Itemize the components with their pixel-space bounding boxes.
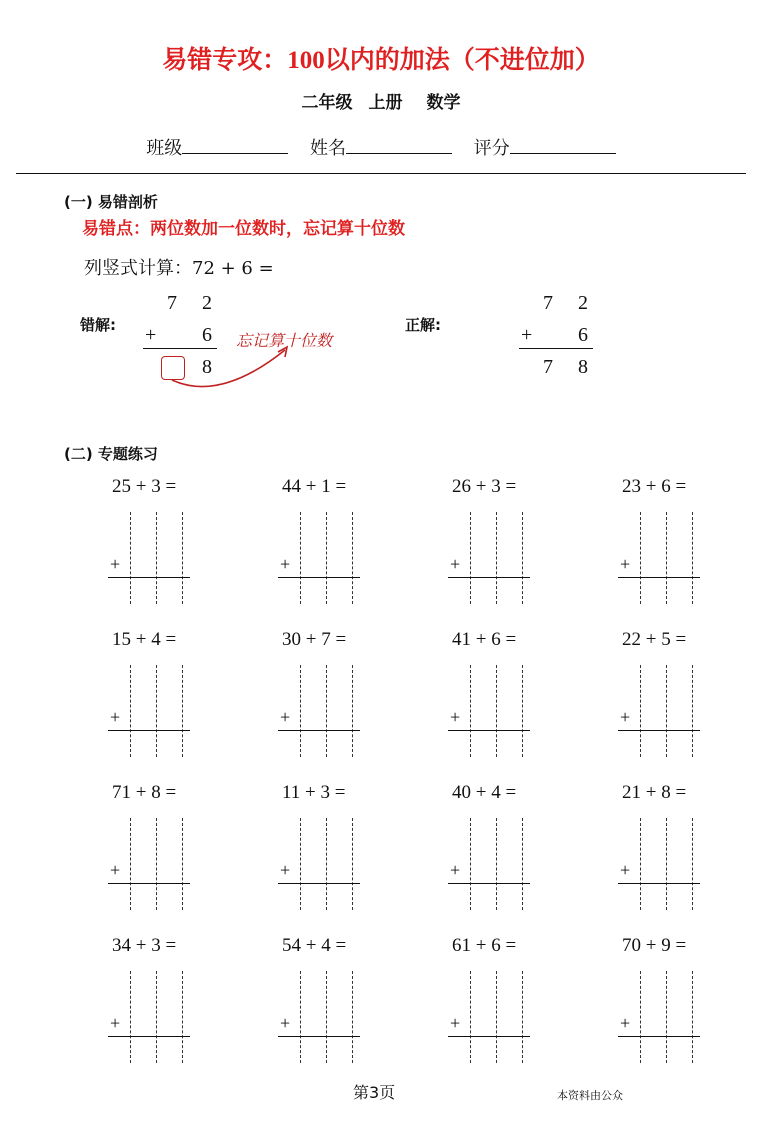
plus-sign: +: [620, 1013, 631, 1033]
plus-sign: +: [450, 554, 461, 574]
plus-sign: +: [620, 860, 631, 880]
problem-text: 40 + 4 =: [452, 782, 517, 803]
problem-text: 26 + 3 =: [452, 476, 517, 497]
answer-area[interactable]: [298, 969, 358, 1065]
answer-area[interactable]: [638, 510, 698, 606]
answer-area[interactable]: [298, 663, 358, 759]
problem-text: 34 + 3 =: [112, 935, 177, 956]
answer-area[interactable]: [298, 816, 358, 912]
digit: 6: [202, 324, 212, 346]
digit: 7: [543, 292, 553, 314]
problem-text: 30 + 7 =: [282, 629, 347, 650]
name-label: 姓名: [310, 138, 346, 159]
answer-area[interactable]: [638, 969, 698, 1065]
subtitle: [0, 88, 762, 113]
answer-area[interactable]: [468, 969, 528, 1065]
answer-area[interactable]: [638, 816, 698, 912]
digit: 2: [202, 292, 212, 314]
problem-text: 54 + 4 =: [282, 935, 347, 956]
problem-text: 21 + 8 =: [622, 782, 687, 803]
digit: 6: [578, 324, 588, 346]
answer-area[interactable]: [468, 816, 528, 912]
name-blank[interactable]: [346, 137, 452, 154]
answer-area[interactable]: [298, 510, 358, 606]
plus-sign: +: [110, 554, 121, 574]
problem-text: 61 + 6 =: [452, 935, 517, 956]
answer-area[interactable]: [128, 969, 188, 1065]
plus-sign: +: [521, 324, 533, 346]
section1-heading: (一) 易错剖析: [64, 193, 158, 211]
class-label: 班级: [146, 138, 183, 159]
digit: 7: [543, 356, 553, 378]
plus-sign: +: [110, 707, 121, 727]
page-number: 第3页: [353, 1083, 396, 1102]
plus-sign: +: [280, 554, 291, 574]
plus-sign: +: [280, 1013, 291, 1033]
problem-text: 44 + 1 =: [282, 476, 347, 497]
plus-sign: +: [145, 324, 157, 346]
answer-area[interactable]: [128, 510, 188, 606]
plus-sign: +: [110, 860, 121, 880]
task-text: 列竖式计算：72 + 6 =: [84, 258, 274, 279]
digit: 2: [578, 292, 588, 314]
right-label: 正解:: [405, 316, 441, 334]
sum-line: [519, 348, 593, 349]
problem-text: 71 + 8 =: [112, 782, 177, 803]
problem-text: 15 + 4 =: [112, 629, 177, 650]
answer-area[interactable]: [128, 663, 188, 759]
annotation: 忘记算十位数: [236, 331, 333, 350]
score-blank[interactable]: [510, 137, 616, 154]
grade: 二年级: [301, 93, 353, 113]
digit: 7: [167, 292, 177, 314]
plus-sign: +: [280, 707, 291, 727]
volume: 上册: [368, 93, 403, 113]
answer-area[interactable]: [468, 510, 528, 606]
error-point: 易错点：两位数加一位数时，忘记算十位数: [82, 219, 405, 239]
answer-area[interactable]: [128, 816, 188, 912]
answer-area[interactable]: [638, 663, 698, 759]
problem-text: 22 + 5 =: [622, 629, 687, 650]
plus-sign: +: [450, 860, 461, 880]
problem-text: 70 + 9 =: [622, 935, 687, 956]
footer-note: 本资料由公众: [557, 1089, 623, 1102]
plus-sign: +: [620, 554, 631, 574]
digit: 8: [202, 356, 212, 378]
page-title: 易错专攻：100以内的加法（不进位加）: [162, 47, 600, 74]
plus-sign: +: [280, 860, 291, 880]
plus-sign: +: [450, 1013, 461, 1033]
divider: [16, 173, 746, 174]
wrong-label: 错解:: [80, 316, 116, 334]
digit: 8: [578, 356, 588, 378]
section2-heading: (二) 专题练习: [64, 445, 158, 463]
score-label: 评分: [473, 138, 510, 159]
class-blank[interactable]: [182, 137, 288, 154]
plus-sign: +: [620, 707, 631, 727]
student-info: [0, 134, 762, 160]
problem-text: 11 + 3 =: [282, 782, 346, 803]
plus-sign: +: [450, 707, 461, 727]
answer-area[interactable]: [468, 663, 528, 759]
problem-text: 41 + 6 =: [452, 629, 517, 650]
problem-text: 23 + 6 =: [622, 476, 687, 497]
problem-text: 25 + 3 =: [112, 476, 177, 497]
plus-sign: +: [110, 1013, 121, 1033]
subject: 数学: [426, 93, 461, 113]
